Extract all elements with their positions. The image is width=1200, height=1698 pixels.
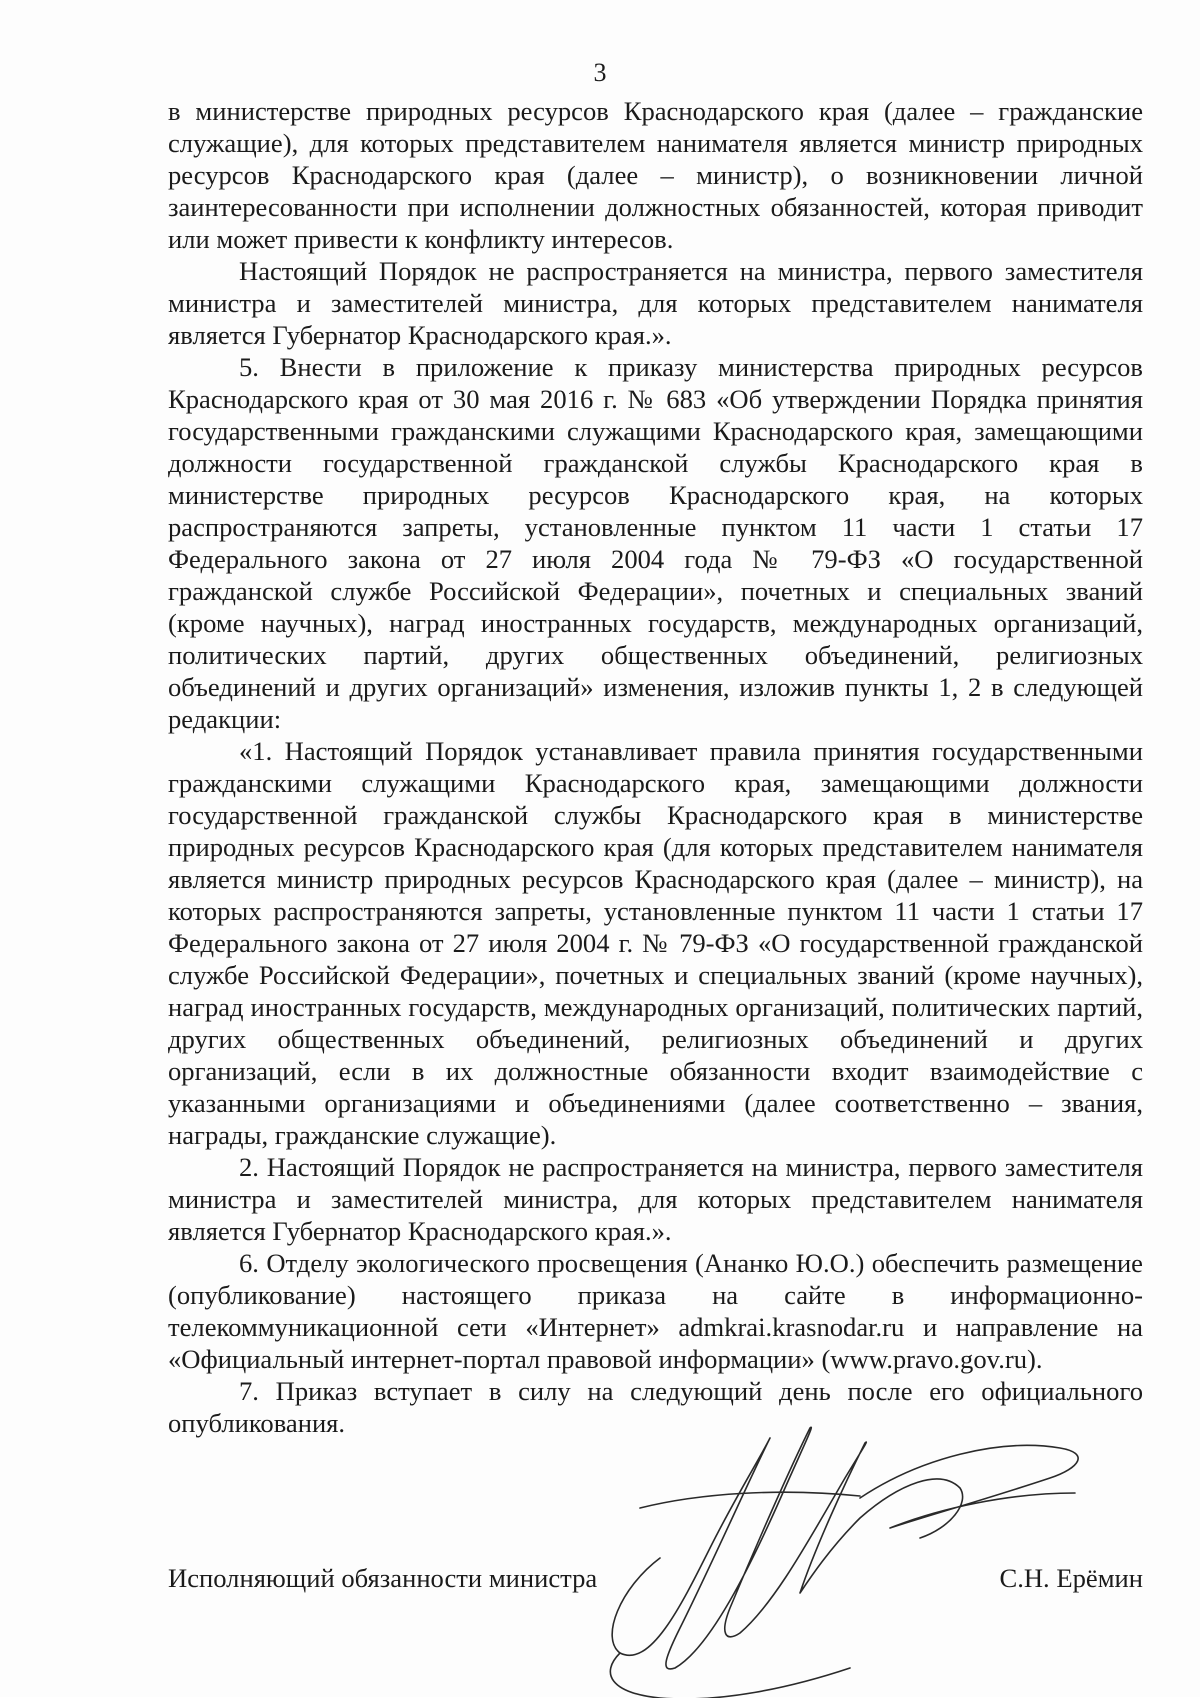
signatory-position: Исполняющий обязанности министра (168, 1563, 598, 1593)
handwritten-signature (560, 1398, 1160, 1698)
paragraph-item-5: 5. Внести в приложение к приказу министерства природных ресурсов Краснодарского края от 30 мая 2016 г. № 683 «Об утверждении Порядка принятия государственными гражданскими служащими Краснодарского края, замещающими должности государственной гражданской службы Краснодарского края в министерстве природных ресурсов Краснодарского края, на которых распространяются запреты, установленные пунктом 11 части 1 статьи 17 Федерального закона от 27 июля 2004 года № 79-ФЗ «О государственной гражданской службе Российской Федерации», почетных и специальных званий (кроме научных), наград иностранных государств, международных организаций, политических партий, других общественных объединений, религиозных объединений и других организаций» изменения, изложив пункты 1, 2 в следующей редакции: (168, 352, 1143, 734)
paragraph-scope-exclusion: Настоящий Порядок не распространяется на министра, первого заместителя министра и заместителей министра, для которых представителем нанимателя является Губернатор Краснодарского края.». (168, 256, 1143, 350)
document-body (168, 95, 1143, 1439)
signatory-name: С.Н. Ерёмин (999, 1563, 1143, 1593)
page-number: 3 (593, 58, 607, 87)
paragraph-item-7: 7. Приказ вступает в силу на следующий день после его официального опубликования. (168, 1376, 1143, 1438)
paragraph-continuation: в министерстве природных ресурсов Краснодарского края (далее – гражданские служащие), для которых представителем нанимателя является министр природных ресурсов Краснодарского края (далее – министр), о возникновении личной заинтересованности при исполнении должностных обязанностей, которая приводит или может привести к конфликту интересов. (168, 96, 1143, 254)
paragraph-new-item-1: «1. Настоящий Порядок устанавливает правила принятия государственными гражданскими служащими Краснодарского края, замещающими должности государственной гражданской службы Краснодарского края в министерстве природных ресурсов Краснодарского края (для которых представителем нанимателя является министр природных ресурсов Краснодарского края (далее – министр), на которых распространяются запреты, установленные пунктом 11 части 1 статьи 17 Федерального закона от 27 июля 2004 г. № 79-ФЗ «О государственной гражданской службе Российской Федерации», почетных и специальных званий (кроме научных), наград иностранных государств, международных организаций, политических партий, других общественных объединений, религиозных объединений и других организаций, если в их должностные обязанности входит взаимодействие с указанными организациями и объединениями (далее соответственно – звания, награды, гражданские служащие). (168, 736, 1143, 1150)
paragraph-new-item-2: 2. Настоящий Порядок не распространяется на министра, первого заместителя министра и заместителей министра, для которых представителем нанимателя является Губернатор Краснодарского края.». (168, 1152, 1143, 1246)
paragraph-item-6: 6. Отделу экологического просвещения (Ананко Ю.О.) обеспечить размещение (опубликование) настоящего приказа на сайте в информационно-телекоммуникационной сети «Интернет» admkrai.krasnodar.ru и направление на «Официальный интернет-портал правовой информации» (www.pravo.gov.ru). (168, 1248, 1143, 1374)
